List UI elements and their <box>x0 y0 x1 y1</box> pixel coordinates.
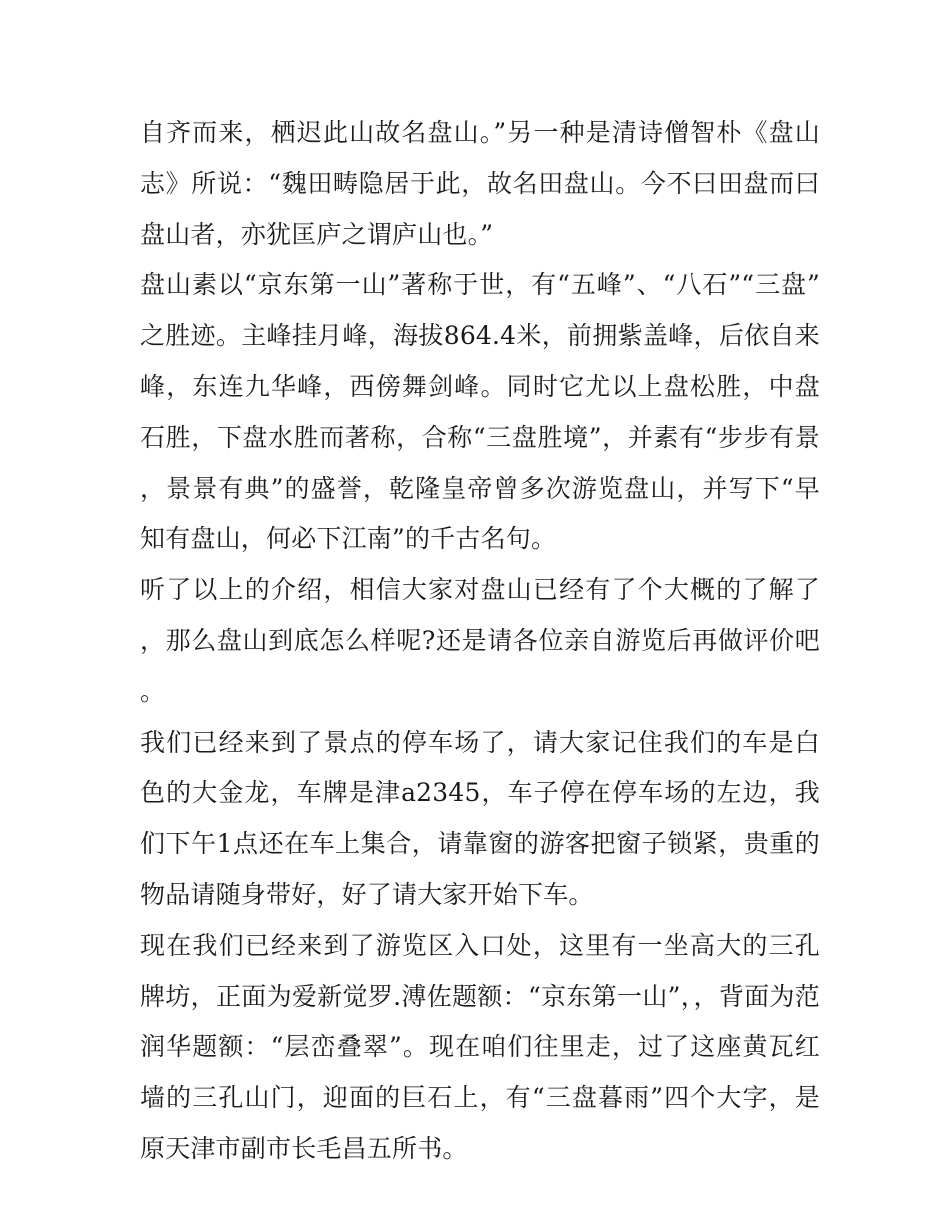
paragraph-1: 自齐而来，栖迟此山故名盘山。”另一种是清诗僧智朴《盘山志》所说：“魏田畴隐居于此，故名田盘山。今不曰田盘而曰盘山者，亦犹匡庐之谓庐山也。” <box>140 118 820 249</box>
paragraph-4: 我们已经来到了景点的停车场了，请大家记住我们的车是白色的大金龙，车牌是津a2345，车子停在停车场的左边，我们下午1点还在车上集合，请靠窗的游客把窗子锁紧，贵重的物品请随身带好，好了请大家开始下车。 <box>140 727 820 909</box>
paragraph-3: 听了以上的介绍，相信大家对盘山已经有了个大概的了解了，那么盘山到底怎么样呢?还是请各位亲自游览后再做评价吧。 <box>140 575 820 706</box>
paragraph-2: 盘山素以“京东第一山”著称于世，有“五峰”、“八石”“三盘”之胜迹。主峰挂月峰，海拔864.4米，前拥紫盖峰，后依自来峰，东连九华峰，西傍舞剑峰。同时它尤以上盘松胜，中盘石胜，下盘水胜而著称，合称“三盘胜境”，并素有“步步有景，景景有典”的盛誉，乾隆皇帝曾多次游览盘山，并写下“早知有盘山，何必下江南”的千古名句。 <box>140 270 820 554</box>
paragraph-5: 现在我们已经来到了游览区入口处，这里有一坐高大的三孔牌坊，正面为爱新觉罗.溥佐题额：“京东第一山”，，背面为范润华题额：“层峦叠翠”。现在咱们往里走，过了这座黄瓦红墙的三孔山门，迎面的巨石上，有“三盘暮雨”四个大字，是原天津市副市长毛昌五所书。 <box>140 930 820 1163</box>
document-body <box>140 108 820 1175</box>
